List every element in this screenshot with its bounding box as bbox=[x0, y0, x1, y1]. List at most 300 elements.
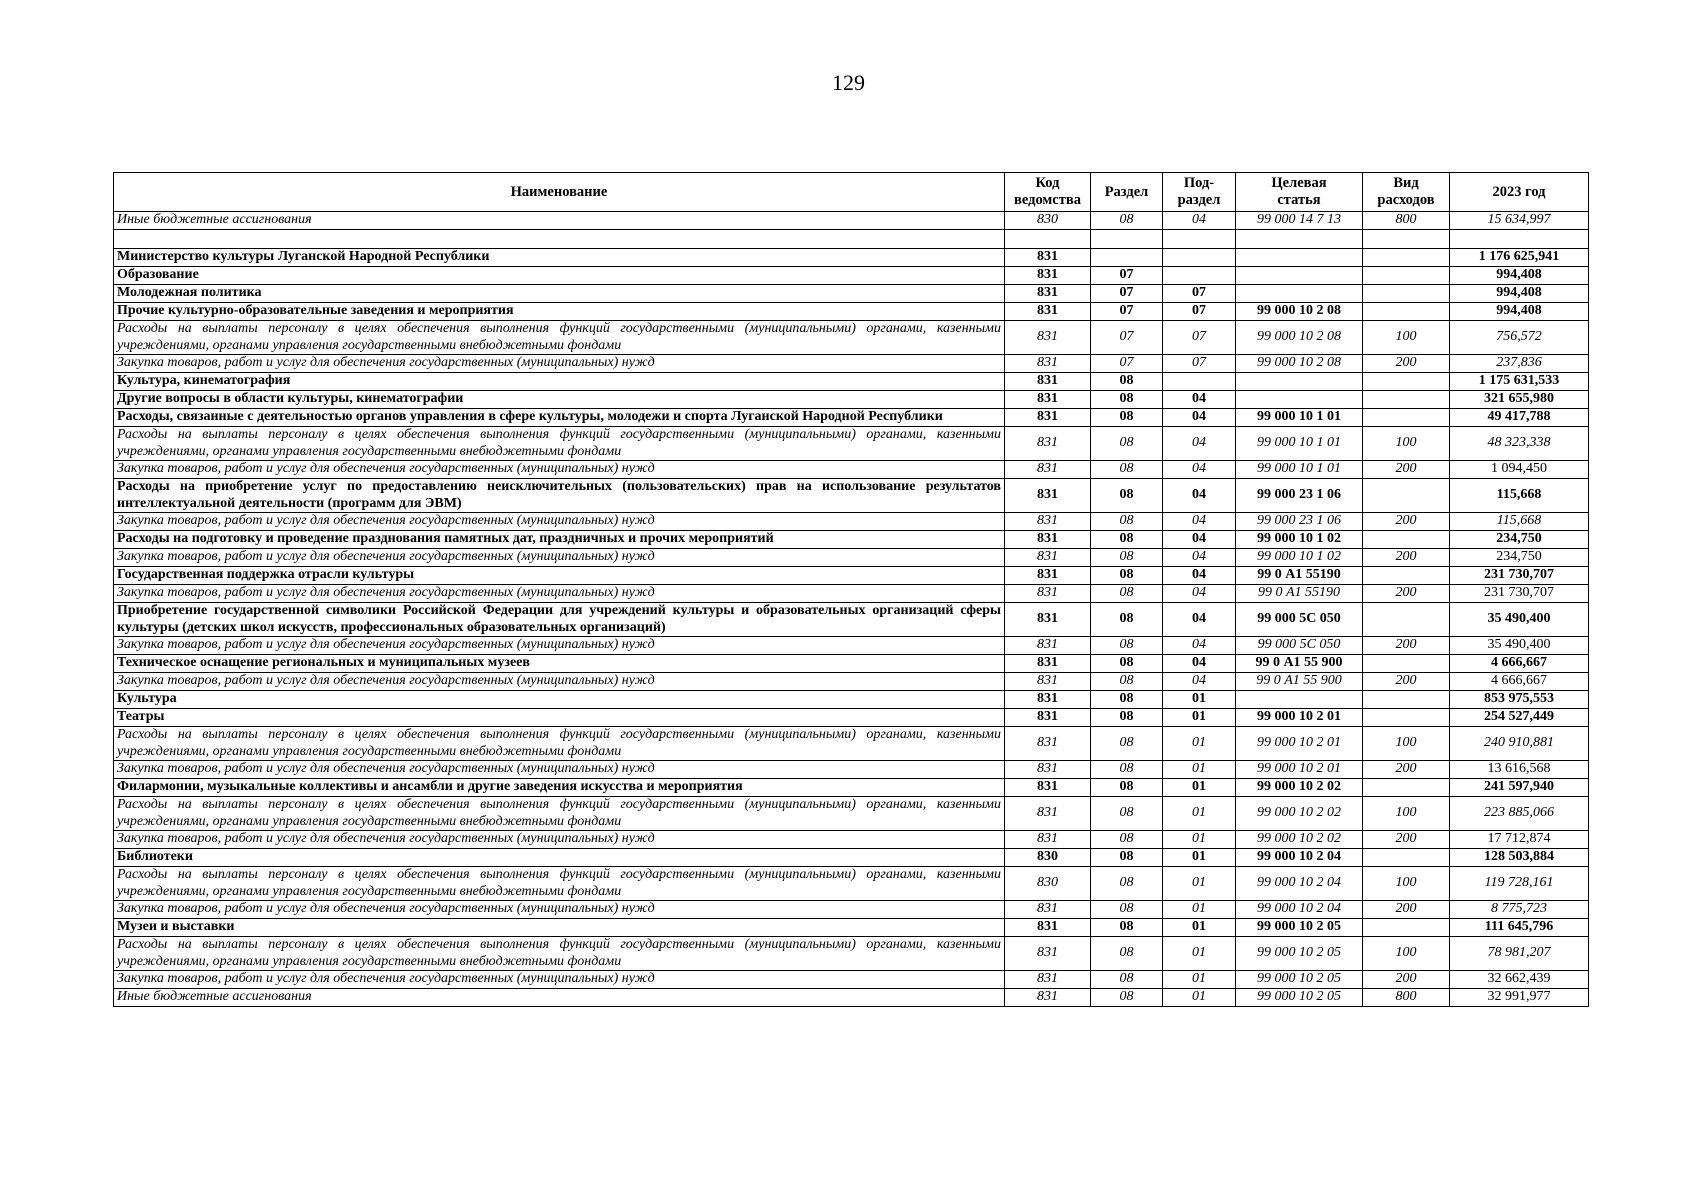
cell-sub: 01 bbox=[1163, 901, 1236, 919]
cell-sub: 01 bbox=[1163, 831, 1236, 849]
cell-type: 100 bbox=[1363, 867, 1450, 901]
cell-name: Расходы на выплаты персоналу в целях обеспечения выполнения функций государственными (муниципальными) органами, казенными учреждениями, органами управления государственными внебюджетными фондами bbox=[114, 937, 1005, 971]
cell-section: 08 bbox=[1091, 637, 1163, 655]
table-body bbox=[114, 212, 1589, 1007]
table-row bbox=[114, 867, 1589, 901]
cell-article: 99 0 А1 55 900 bbox=[1236, 673, 1363, 691]
cell-sum: 78 981,207 bbox=[1450, 937, 1589, 971]
cell-article: 99 0 А1 55190 bbox=[1236, 585, 1363, 603]
cell-sum: 119 728,161 bbox=[1450, 867, 1589, 901]
cell-code: 831 bbox=[1005, 761, 1091, 779]
table-row bbox=[114, 585, 1589, 603]
cell-sum: 115,668 bbox=[1450, 513, 1589, 531]
cell-type bbox=[1363, 285, 1450, 303]
cell-code: 831 bbox=[1005, 989, 1091, 1007]
table-row bbox=[114, 919, 1589, 937]
table-row bbox=[114, 901, 1589, 919]
table-row bbox=[114, 267, 1589, 285]
cell-code: 831 bbox=[1005, 567, 1091, 585]
cell-code: 831 bbox=[1005, 637, 1091, 655]
cell-sub: 01 bbox=[1163, 709, 1236, 727]
cell-sum: 48 323,338 bbox=[1450, 427, 1589, 461]
table-row bbox=[114, 673, 1589, 691]
table-row bbox=[114, 779, 1589, 797]
cell-section: 08 bbox=[1091, 849, 1163, 867]
header-name: Наименование bbox=[114, 173, 1005, 212]
cell-type bbox=[1363, 849, 1450, 867]
cell-code: 831 bbox=[1005, 727, 1091, 761]
cell-code: 831 bbox=[1005, 513, 1091, 531]
cell-section: 08 bbox=[1091, 797, 1163, 831]
cell-article: 99 000 10 2 08 bbox=[1236, 355, 1363, 373]
table-row bbox=[114, 427, 1589, 461]
page-number: 129 bbox=[832, 70, 865, 95]
cell-code: 831 bbox=[1005, 409, 1091, 427]
cell-name: Расходы на подготовку и проведение празднования памятных дат, праздничных и прочих мероприятий bbox=[114, 531, 1005, 549]
table-row bbox=[114, 249, 1589, 267]
cell-sub: 04 bbox=[1163, 391, 1236, 409]
cell-name: Театры bbox=[114, 709, 1005, 727]
cell-sub: 04 bbox=[1163, 531, 1236, 549]
cell-type: 100 bbox=[1363, 727, 1450, 761]
cell-name: Культура, кинематография bbox=[114, 373, 1005, 391]
cell-code: 831 bbox=[1005, 479, 1091, 513]
cell-article: 99 0 А1 55190 bbox=[1236, 567, 1363, 585]
cell-section: 08 bbox=[1091, 391, 1163, 409]
header-subsection-line2: раздел bbox=[1177, 192, 1221, 208]
table-row bbox=[114, 303, 1589, 321]
cell-name: Расходы на приобретение услуг по предоставлению неисключительных (пользовательских) прав на использование результатов интеллектуальной деятельности (программ для ЭВМ) bbox=[114, 479, 1005, 513]
cell-name: Иные бюджетные ассигнования bbox=[114, 989, 1005, 1007]
cell-section: 08 bbox=[1091, 761, 1163, 779]
cell-sub bbox=[1163, 230, 1236, 249]
header-type-line2: расходов bbox=[1377, 192, 1435, 208]
cell-type bbox=[1363, 479, 1450, 513]
cell-name: Иные бюджетные ассигнования bbox=[114, 212, 1005, 230]
table-row bbox=[114, 727, 1589, 761]
budget-table bbox=[113, 172, 1589, 1007]
header-year: 2023 год bbox=[1450, 173, 1589, 212]
cell-name: Расходы на выплаты персоналу в целях обеспечения выполнения функций государственными (муниципальными) органами, казенными учреждениями, органами управления государственными внебюджетными фондами bbox=[114, 867, 1005, 901]
cell-sub: 04 bbox=[1163, 427, 1236, 461]
table-row bbox=[114, 971, 1589, 989]
cell-sub: 01 bbox=[1163, 989, 1236, 1007]
table-row bbox=[114, 937, 1589, 971]
cell-section: 08 bbox=[1091, 867, 1163, 901]
cell-article: 99 000 10 2 04 bbox=[1236, 867, 1363, 901]
cell-sum: 35 490,400 bbox=[1450, 603, 1589, 637]
header-type-line1: Вид bbox=[1393, 175, 1419, 191]
cell-article: 99 000 23 1 06 bbox=[1236, 513, 1363, 531]
cell-type: 200 bbox=[1363, 637, 1450, 655]
cell-type: 200 bbox=[1363, 461, 1450, 479]
cell-article bbox=[1236, 373, 1363, 391]
cell-section: 08 bbox=[1091, 691, 1163, 709]
cell-code: 831 bbox=[1005, 585, 1091, 603]
table-row bbox=[114, 461, 1589, 479]
cell-code: 831 bbox=[1005, 321, 1091, 355]
cell-article: 99 000 10 2 04 bbox=[1236, 901, 1363, 919]
cell-section: 08 bbox=[1091, 603, 1163, 637]
cell-code: 831 bbox=[1005, 303, 1091, 321]
cell-section: 08 bbox=[1091, 549, 1163, 567]
cell-type bbox=[1363, 303, 1450, 321]
cell-article: 99 000 10 2 08 bbox=[1236, 321, 1363, 355]
cell-article: 99 000 10 2 02 bbox=[1236, 779, 1363, 797]
cell-article: 99 000 23 1 06 bbox=[1236, 479, 1363, 513]
cell-code: 831 bbox=[1005, 461, 1091, 479]
cell-sub: 04 bbox=[1163, 212, 1236, 230]
cell-sum: 994,408 bbox=[1450, 285, 1589, 303]
cell-sub: 01 bbox=[1163, 797, 1236, 831]
cell-section: 08 bbox=[1091, 971, 1163, 989]
cell-article: 99 000 10 1 01 bbox=[1236, 427, 1363, 461]
cell-type: 100 bbox=[1363, 321, 1450, 355]
cell-type bbox=[1363, 567, 1450, 585]
cell-name: Расходы на выплаты персоналу в целях обеспечения выполнения функций государственными (муниципальными) органами, казенными учреждениями, органами управления государственными внебюджетными фондами bbox=[114, 727, 1005, 761]
header-section: Раздел bbox=[1091, 173, 1163, 212]
cell-article: 99 000 14 7 13 bbox=[1236, 212, 1363, 230]
cell-article bbox=[1236, 391, 1363, 409]
cell-type: 200 bbox=[1363, 971, 1450, 989]
cell-name: Государственная поддержка отрасли культуры bbox=[114, 567, 1005, 585]
cell-article bbox=[1236, 285, 1363, 303]
cell-article: 99 000 10 1 02 bbox=[1236, 549, 1363, 567]
cell-name: Закупка товаров, работ и услуг для обеспечения государственных (муниципальных) нужд bbox=[114, 761, 1005, 779]
cell-name: Закупка товаров, работ и услуг для обеспечения государственных (муниципальных) нужд bbox=[114, 513, 1005, 531]
cell-sub: 04 bbox=[1163, 461, 1236, 479]
cell-sum: 756,572 bbox=[1450, 321, 1589, 355]
cell-type: 200 bbox=[1363, 901, 1450, 919]
cell-type: 200 bbox=[1363, 673, 1450, 691]
cell-section: 08 bbox=[1091, 727, 1163, 761]
table-row bbox=[114, 989, 1589, 1007]
cell-sum: 240 910,881 bbox=[1450, 727, 1589, 761]
cell-sub: 01 bbox=[1163, 691, 1236, 709]
cell-name: Министерство культуры Луганской Народной Республики bbox=[114, 249, 1005, 267]
cell-type bbox=[1363, 655, 1450, 673]
cell-sub: 04 bbox=[1163, 603, 1236, 637]
cell-type: 200 bbox=[1363, 831, 1450, 849]
header-code-line1: Код bbox=[1035, 175, 1060, 191]
cell-sub: 07 bbox=[1163, 355, 1236, 373]
cell-code: 831 bbox=[1005, 427, 1091, 461]
cell-name: Молодежная политика bbox=[114, 285, 1005, 303]
table-row bbox=[114, 409, 1589, 427]
cell-name: Расходы, связанные с деятельностью органов управления в сфере культуры, молодежи и спорта Луганской Народной Республики bbox=[114, 409, 1005, 427]
cell-section: 08 bbox=[1091, 531, 1163, 549]
cell-type bbox=[1363, 603, 1450, 637]
cell-name: Закупка товаров, работ и услуг для обеспечения государственных (муниципальных) нужд bbox=[114, 585, 1005, 603]
cell-section: 08 bbox=[1091, 901, 1163, 919]
cell-name: Прочие культурно-образовательные заведения и мероприятия bbox=[114, 303, 1005, 321]
cell-name: Расходы на выплаты персоналу в целях обеспечения выполнения функций государственными (муниципальными) органами, казенными учреждениями, органами управления государственными внебюджетными фондами bbox=[114, 321, 1005, 355]
cell-section: 08 bbox=[1091, 567, 1163, 585]
cell-section: 08 bbox=[1091, 655, 1163, 673]
cell-code: 831 bbox=[1005, 673, 1091, 691]
cell-sub bbox=[1163, 267, 1236, 285]
table-row bbox=[114, 212, 1589, 230]
cell-code: 831 bbox=[1005, 655, 1091, 673]
cell-section: 08 bbox=[1091, 989, 1163, 1007]
cell-type bbox=[1363, 531, 1450, 549]
cell-sub: 04 bbox=[1163, 673, 1236, 691]
cell-type: 100 bbox=[1363, 427, 1450, 461]
cell-article: 99 000 10 2 08 bbox=[1236, 303, 1363, 321]
cell-code: 831 bbox=[1005, 391, 1091, 409]
cell-name: Расходы на выплаты персоналу в целях обеспечения выполнения функций государственными (муниципальными) органами, казенными учреждениями, органами управления государственными внебюджетными фондами bbox=[114, 797, 1005, 831]
cell-section: 08 bbox=[1091, 779, 1163, 797]
table-row bbox=[114, 479, 1589, 513]
cell-code: 831 bbox=[1005, 355, 1091, 373]
cell-section: 08 bbox=[1091, 673, 1163, 691]
cell-type bbox=[1363, 919, 1450, 937]
cell-section bbox=[1091, 249, 1163, 267]
header-article bbox=[1236, 173, 1363, 212]
cell-code: 831 bbox=[1005, 249, 1091, 267]
cell-name: Расходы на выплаты персоналу в целях обеспечения выполнения функций государственными (муниципальными) органами, казенными учреждениями, органами управления государственными внебюджетными фондами bbox=[114, 427, 1005, 461]
cell-sum: 17 712,874 bbox=[1450, 831, 1589, 849]
cell-type: 100 bbox=[1363, 797, 1450, 831]
cell-name: Другие вопросы в области культуры, кинематографии bbox=[114, 391, 1005, 409]
cell-section: 08 bbox=[1091, 937, 1163, 971]
cell-sum: 241 597,940 bbox=[1450, 779, 1589, 797]
cell-code: 831 bbox=[1005, 937, 1091, 971]
cell-code bbox=[1005, 230, 1091, 249]
table-row bbox=[114, 655, 1589, 673]
cell-sum: 234,750 bbox=[1450, 549, 1589, 567]
cell-article: 99 000 5С 050 bbox=[1236, 603, 1363, 637]
cell-article: 99 000 10 2 05 bbox=[1236, 971, 1363, 989]
cell-type: 100 bbox=[1363, 937, 1450, 971]
cell-type: 200 bbox=[1363, 761, 1450, 779]
cell-section: 07 bbox=[1091, 321, 1163, 355]
cell-sum: 223 885,066 bbox=[1450, 797, 1589, 831]
cell-sum: 231 730,707 bbox=[1450, 567, 1589, 585]
cell-type bbox=[1363, 249, 1450, 267]
cell-sub: 01 bbox=[1163, 761, 1236, 779]
cell-sum: 115,668 bbox=[1450, 479, 1589, 513]
cell-name: Закупка товаров, работ и услуг для обеспечения государственных (муниципальных) нужд bbox=[114, 549, 1005, 567]
cell-sum: 1 176 625,941 bbox=[1450, 249, 1589, 267]
header-article-line2: статья bbox=[1277, 192, 1321, 208]
cell-sub: 04 bbox=[1163, 585, 1236, 603]
header-subsection bbox=[1163, 173, 1236, 212]
cell-section: 08 bbox=[1091, 212, 1163, 230]
cell-section: 08 bbox=[1091, 585, 1163, 603]
cell-sum: 13 616,568 bbox=[1450, 761, 1589, 779]
cell-sum bbox=[1450, 230, 1589, 249]
header-subsection-line1: Под- bbox=[1183, 175, 1215, 191]
cell-article bbox=[1236, 691, 1363, 709]
cell-article bbox=[1236, 249, 1363, 267]
table-row bbox=[114, 321, 1589, 355]
cell-sum: 1 094,450 bbox=[1450, 461, 1589, 479]
cell-type bbox=[1363, 267, 1450, 285]
table-row bbox=[114, 797, 1589, 831]
cell-sum: 234,750 bbox=[1450, 531, 1589, 549]
cell-name: Техническое оснащение региональных и муниципальных музеев bbox=[114, 655, 1005, 673]
cell-name: Закупка товаров, работ и услуг для обеспечения государственных (муниципальных) нужд bbox=[114, 637, 1005, 655]
cell-sum: 4 666,667 bbox=[1450, 655, 1589, 673]
cell-code: 831 bbox=[1005, 919, 1091, 937]
cell-sub: 07 bbox=[1163, 303, 1236, 321]
cell-sum: 231 730,707 bbox=[1450, 585, 1589, 603]
cell-sub: 01 bbox=[1163, 849, 1236, 867]
cell-section: 07 bbox=[1091, 285, 1163, 303]
cell-article: 99 000 10 2 02 bbox=[1236, 831, 1363, 849]
cell-sum: 321 655,980 bbox=[1450, 391, 1589, 409]
cell-name: Культура bbox=[114, 691, 1005, 709]
cell-sum: 254 527,449 bbox=[1450, 709, 1589, 727]
cell-name: Закупка товаров, работ и услуг для обеспечения государственных (муниципальных) нужд bbox=[114, 355, 1005, 373]
cell-type: 800 bbox=[1363, 212, 1450, 230]
cell-sum: 994,408 bbox=[1450, 267, 1589, 285]
cell-type bbox=[1363, 391, 1450, 409]
cell-code: 831 bbox=[1005, 267, 1091, 285]
table-row bbox=[114, 285, 1589, 303]
cell-name: Закупка товаров, работ и услуг для обеспечения государственных (муниципальных) нужд bbox=[114, 673, 1005, 691]
cell-code: 831 bbox=[1005, 285, 1091, 303]
cell-sub: 04 bbox=[1163, 655, 1236, 673]
cell-article: 99 0 А1 55 900 bbox=[1236, 655, 1363, 673]
cell-sub: 04 bbox=[1163, 549, 1236, 567]
cell-sum: 128 503,884 bbox=[1450, 849, 1589, 867]
cell-section: 08 bbox=[1091, 479, 1163, 513]
cell-section: 07 bbox=[1091, 355, 1163, 373]
cell-section: 08 bbox=[1091, 427, 1163, 461]
cell-name bbox=[114, 230, 1005, 249]
cell-code: 831 bbox=[1005, 971, 1091, 989]
cell-name: Закупка товаров, работ и услуг для обеспечения государственных (муниципальных) нужд bbox=[114, 461, 1005, 479]
cell-sub bbox=[1163, 373, 1236, 391]
table-row bbox=[114, 355, 1589, 373]
cell-type bbox=[1363, 779, 1450, 797]
cell-code: 830 bbox=[1005, 867, 1091, 901]
cell-name: Музеи и выставки bbox=[114, 919, 1005, 937]
cell-code: 830 bbox=[1005, 849, 1091, 867]
cell-sub: 04 bbox=[1163, 513, 1236, 531]
cell-section: 08 bbox=[1091, 373, 1163, 391]
cell-code: 831 bbox=[1005, 603, 1091, 637]
cell-sum: 111 645,796 bbox=[1450, 919, 1589, 937]
cell-code: 831 bbox=[1005, 831, 1091, 849]
cell-section: 08 bbox=[1091, 709, 1163, 727]
cell-section: 08 bbox=[1091, 831, 1163, 849]
table-row bbox=[114, 230, 1589, 249]
cell-section: 07 bbox=[1091, 267, 1163, 285]
cell-section: 08 bbox=[1091, 461, 1163, 479]
table-row bbox=[114, 567, 1589, 585]
header-code bbox=[1005, 173, 1091, 212]
cell-article: 99 000 10 1 01 bbox=[1236, 461, 1363, 479]
table-row bbox=[114, 549, 1589, 567]
cell-type: 200 bbox=[1363, 513, 1450, 531]
cell-article: 99 000 10 2 05 bbox=[1236, 989, 1363, 1007]
table-row bbox=[114, 637, 1589, 655]
cell-name: Филармонии, музыкальные коллективы и ансамбли и другие заведения искусства и мероприятия bbox=[114, 779, 1005, 797]
table-row bbox=[114, 831, 1589, 849]
cell-sub: 07 bbox=[1163, 285, 1236, 303]
cell-code: 831 bbox=[1005, 901, 1091, 919]
cell-sum: 994,408 bbox=[1450, 303, 1589, 321]
cell-section: 08 bbox=[1091, 409, 1163, 427]
header-article-line1: Целевая bbox=[1271, 175, 1327, 191]
cell-article: 99 000 10 2 04 bbox=[1236, 849, 1363, 867]
cell-sum: 49 417,788 bbox=[1450, 409, 1589, 427]
cell-sub: 04 bbox=[1163, 479, 1236, 513]
cell-article: 99 000 10 1 02 bbox=[1236, 531, 1363, 549]
cell-sum: 4 666,667 bbox=[1450, 673, 1589, 691]
cell-code: 831 bbox=[1005, 373, 1091, 391]
cell-sub bbox=[1163, 249, 1236, 267]
cell-section: 07 bbox=[1091, 303, 1163, 321]
cell-sum: 32 991,977 bbox=[1450, 989, 1589, 1007]
cell-sum: 32 662,439 bbox=[1450, 971, 1589, 989]
cell-sub: 04 bbox=[1163, 409, 1236, 427]
cell-sub: 01 bbox=[1163, 727, 1236, 761]
cell-sub: 04 bbox=[1163, 567, 1236, 585]
cell-sum: 8 775,723 bbox=[1450, 901, 1589, 919]
cell-article bbox=[1236, 267, 1363, 285]
cell-code: 831 bbox=[1005, 709, 1091, 727]
cell-sub: 01 bbox=[1163, 779, 1236, 797]
cell-article: 99 000 10 2 02 bbox=[1236, 797, 1363, 831]
cell-type: 200 bbox=[1363, 549, 1450, 567]
cell-sum: 15 634,997 bbox=[1450, 212, 1589, 230]
cell-section: 08 bbox=[1091, 919, 1163, 937]
cell-name: Закупка товаров, работ и услуг для обеспечения государственных (муниципальных) нужд bbox=[114, 971, 1005, 989]
cell-type bbox=[1363, 709, 1450, 727]
cell-code: 831 bbox=[1005, 531, 1091, 549]
cell-article: 99 000 10 1 01 bbox=[1236, 409, 1363, 427]
table-row bbox=[114, 709, 1589, 727]
header-code-line2: ведомства bbox=[1014, 192, 1081, 208]
table-row bbox=[114, 691, 1589, 709]
cell-type: 200 bbox=[1363, 585, 1450, 603]
cell-type bbox=[1363, 409, 1450, 427]
cell-sub: 07 bbox=[1163, 321, 1236, 355]
cell-article: 99 000 10 2 01 bbox=[1236, 709, 1363, 727]
table-row bbox=[114, 391, 1589, 409]
cell-type: 800 bbox=[1363, 989, 1450, 1007]
cell-name: Библиотеки bbox=[114, 849, 1005, 867]
table-header-row bbox=[114, 173, 1589, 212]
cell-sub: 01 bbox=[1163, 867, 1236, 901]
cell-name: Закупка товаров, работ и услуг для обеспечения государственных (муниципальных) нужд bbox=[114, 901, 1005, 919]
cell-sub: 01 bbox=[1163, 919, 1236, 937]
header-type bbox=[1363, 173, 1450, 212]
table-row bbox=[114, 849, 1589, 867]
cell-name: Образование bbox=[114, 267, 1005, 285]
cell-article: 99 000 10 2 05 bbox=[1236, 919, 1363, 937]
cell-section bbox=[1091, 230, 1163, 249]
cell-type bbox=[1363, 691, 1450, 709]
cell-article: 99 000 10 2 05 bbox=[1236, 937, 1363, 971]
cell-article: 99 000 10 2 01 bbox=[1236, 761, 1363, 779]
cell-article: 99 000 5С 050 bbox=[1236, 637, 1363, 655]
cell-section: 08 bbox=[1091, 513, 1163, 531]
cell-code: 831 bbox=[1005, 779, 1091, 797]
cell-sum: 853 975,553 bbox=[1450, 691, 1589, 709]
cell-sum: 237,836 bbox=[1450, 355, 1589, 373]
cell-code: 830 bbox=[1005, 212, 1091, 230]
cell-type bbox=[1363, 373, 1450, 391]
cell-type: 200 bbox=[1363, 355, 1450, 373]
cell-article bbox=[1236, 230, 1363, 249]
table-row bbox=[114, 373, 1589, 391]
cell-code: 831 bbox=[1005, 797, 1091, 831]
